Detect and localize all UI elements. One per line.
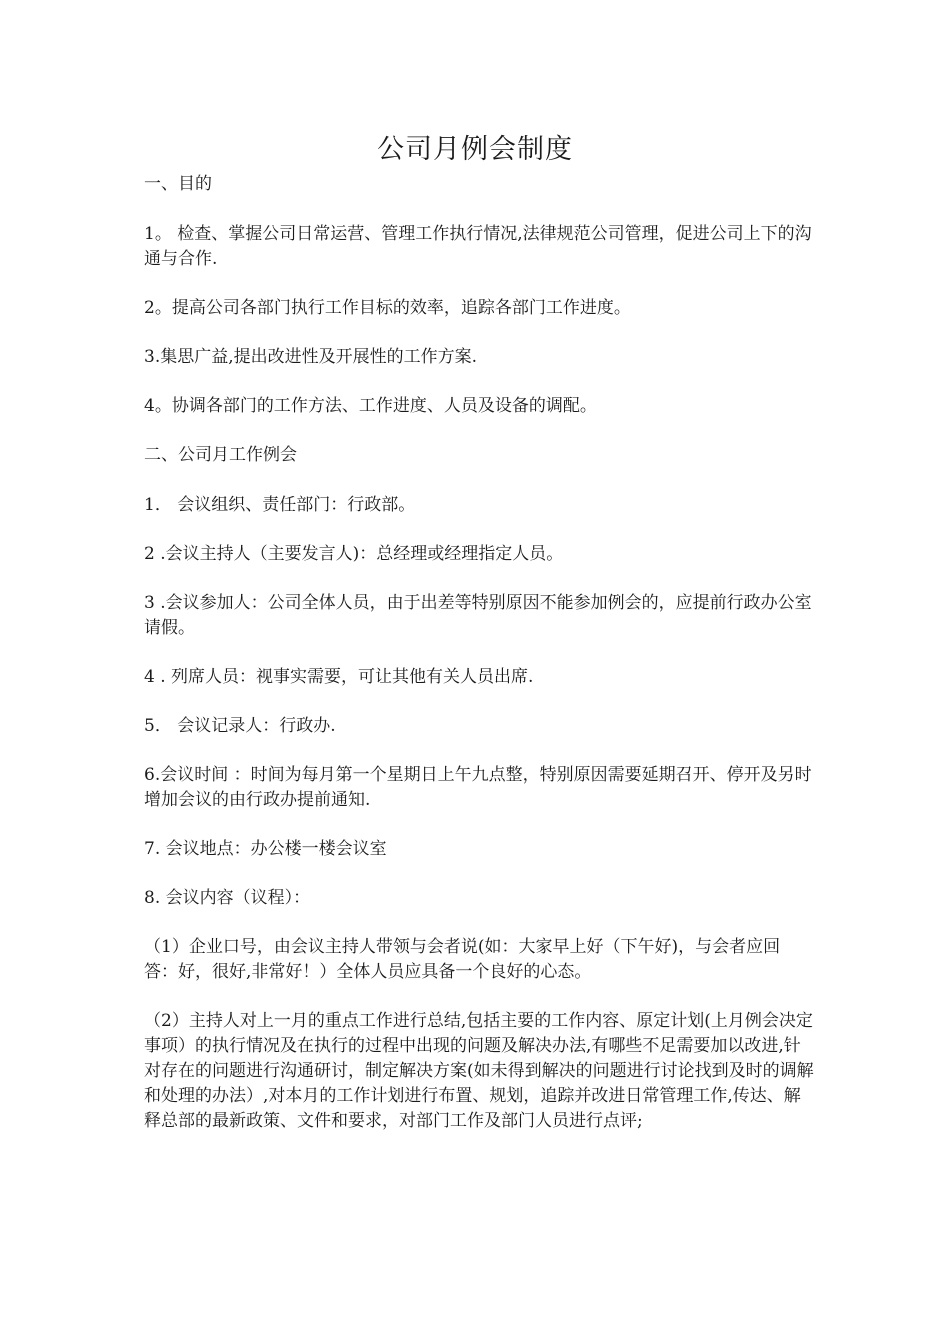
section-heading-monthly-meeting: 二、公司月工作例会 xyxy=(144,445,297,465)
purpose-item-3: 3.集思广益,提出改进性及开展性的工作方案. xyxy=(144,347,478,367)
meeting-item-5: 5． 会议记录人：行政办. xyxy=(144,716,336,736)
purpose-item-1: 1。 检查、掌握公司日常运营、管理工作执行情况,法律规范公司管理，促进公司上下的沟通与合作. xyxy=(144,224,812,269)
agenda-item-1: （1）企业口号，由会议主持人带领与会者说(如：大家早上好（下午好)，与会者应回答：好，很好,非常好！）全体人员应具备一个良好的心态。 xyxy=(144,937,781,982)
meeting-item-7: 7. 会议地点：办公楼一楼会议室 xyxy=(144,839,387,859)
purpose-item-4: 4。协调各部门的工作方法、工作进度、人员及设备的调配。 xyxy=(144,396,597,416)
meeting-item-4: 4 . 列席人员：视事实需要，可让其他有关人员出席. xyxy=(144,667,534,687)
meeting-item-8: 8. 会议内容（议程）： xyxy=(144,888,311,908)
document-body xyxy=(144,172,814,1158)
purpose-item-2: 2。提高公司各部门执行工作目标的效率，追踪各部门工作进度。 xyxy=(144,298,631,318)
document-title: 公司月例会制度 xyxy=(377,134,573,165)
meeting-item-6: 6.会议时间 ：时间为每月第一个星期日上午九点整，特别原因需要延期召开、停开及另时增加会议的由行政办提前通知. xyxy=(144,765,812,810)
section-heading-purpose: 一、目的 xyxy=(144,174,212,194)
meeting-item-2: 2 .会议主持人（主要发言人)：总经理或经理指定人员。 xyxy=(144,544,564,564)
meeting-item-3: 3 .会议参加人：公司全体人员，由于出差等特别原因不能参加例会的，应提前行政办公室请假。 xyxy=(144,593,812,638)
meeting-item-1: 1． 会议组织、责任部门：行政部。 xyxy=(144,495,416,515)
agenda-item-2: （2）主持人对上一月的重点工作进行总结,包括主要的工作内容、原定计划(上月例会决定事项）的执行情况及在执行的过程中出现的问题及解决办法,有哪些不足需要加以改进,针对存在的问题进行沟通研讨，制定解决方案(如未得到解决的问题进行讨论找到及时的调解和处理的办法）,对本月的工作计划进行布置、规划，追踪并改进日常管理工作,传达、解释总部的最新政策、文件和要求，对部门工作及部门人员进行点评; xyxy=(144,1011,814,1131)
